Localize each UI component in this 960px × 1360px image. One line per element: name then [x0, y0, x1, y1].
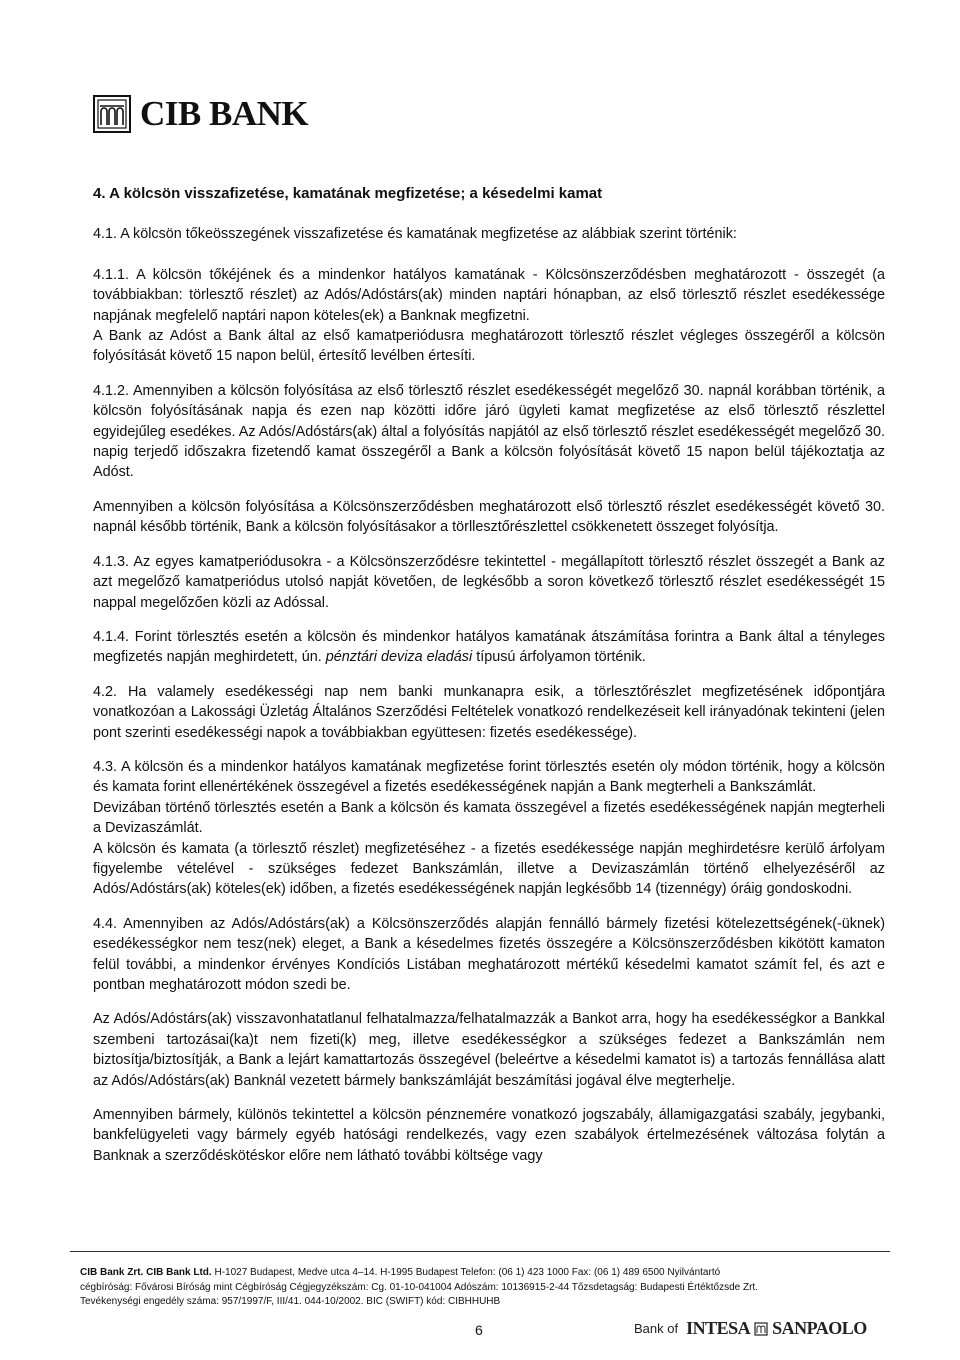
sanpaolo-label: SANPAOLO — [772, 1318, 867, 1338]
paragraph-4-1-4-text: 4.1.4. Forint törlesztés esetén a kölcsön és mindenkor hatályos kamatának átszámítása forintra a Bank által a tényleges megfizetés napján meghirdetett, ún. — [93, 628, 885, 666]
logo-text: CIB BANK — [140, 94, 309, 133]
section-title: 4. A kölcsön visszafizetése, kamatának megfizetése; a késedelmi kamat — [93, 185, 603, 202]
paragraph-4-4-authorization: Az Adós/Adóstárs(ak) visszavonhatatlanul felhatalmazza/felhatalmazzák a Bankot arra, hogy ha esedékességkor a Bankkal szembeni tartozásai(ka)t nem fizeti(k) meg, illetve esedékességkor a szükséges fedezet a Bankszámlán nem biztosítja/biztosítják, a Bank a lejárt kamattartozás összegével (beleértve a késedelmi kamatot is) a tartozás fennállása alatt az Adós/Adóstárs(ak) Banknál vezetett bármely bankszámláját beszámítási jogával élve megterhelje. — [93, 1011, 885, 1089]
section-intro: 4.1. A kölcsön tőkeösszegének visszafizetése és kamatának megfizetése az alábbiak szerint történik: — [93, 226, 737, 243]
intesa-label: INTESA — [686, 1318, 751, 1338]
footer-line-1 — [80, 1266, 890, 1281]
cib-bank-logo — [93, 95, 308, 133]
page-number: 6 — [475, 1322, 483, 1338]
footer-line-2: cégbíróság: Fővárosi Bíróság mint Cégbíróság Cégjegyzékszám: Cg. 01-10-041004 Adószám: 10136915-2-44 Tőzsdetagság: Budapesti Értéktőzsde Zrt. — [80, 1281, 758, 1293]
paragraph-4-3-cover: A kölcsön és kamata (a törlesztő részlet) megfizetéséhez - a fizetés esedékessége napján meghirdetésre kerülő árfolyam figyelembe vételével - szükséges fedezet Bankszámlán, illetve a Devizaszámlán történő elhelyezéséről az Adós/Adóstárs(ak) köteles(ek) időben, a fizetés esedékességének napján legkésőbb 14 (tizennégy) óráig gondoskodni. — [93, 840, 885, 898]
footer-divider — [70, 1251, 890, 1252]
paragraph-4-4-costs: Amennyiben bármely, különös tekintettel a kölcsön pénznemére vonatkozó jogszabály, államigazgatási szabály, jegybanki, bankfelügyeleti vagy bármely egyéb hatósági rendelkezés, vagy ezen szabályok értelmezésének változása folytán a Banknak a szerződéskötéskor előre nem látható további költsége vagy — [93, 1107, 885, 1164]
footer-legal — [80, 1266, 890, 1310]
intesa-mark-icon — [754, 1322, 768, 1336]
paragraph-4-1-1-notice: A Bank az Adóst a Bank által az első kamatperiódusra meghatározott törlesztő részlet végleges összegéről a kölcsön folyósítását követő 15 napon belül, értesítő levélben értesíti. — [93, 328, 885, 365]
paragraph-4-1-3: 4.1.3. Az egyes kamatperiódusokra - a Kölcsönszerződésre tekintettel - megállapított törlesztő részlet összegét a Bank az azt megelőző kamatperiódus utolsó napját követően, de legkésőbb a soron következő törlesztő részlet esedékességét 15 nappal megelőzően közli az Adóssal. — [93, 553, 885, 611]
footer-line-3: Tevékenységi engedély száma: 957/1997/F, III/41. 044-10/2002. BIC (SWIFT) kód: CIBHHUHB — [80, 1296, 501, 1307]
paragraph-4-2: 4.2. Ha valamely esedékességi nap nem banki munkanapra esik, a törlesztőrészlet megfizetésének időpontjára vonatkozóan a Lakossági Üzletág Általános Szerződési Feltételek vonatkozó rendelkezéseit kell irányadónak tekinteni (jelen pont szerinti esedékességi napok a továbbiakban együttesen: fizetés esedékessége). — [93, 683, 885, 741]
paragraph-4-1-4 — [93, 627, 885, 668]
paragraph-4-1-2-late: Amennyiben a kölcsön folyósítása a Kölcsönszerződésben meghatározott első törlesztő részlet esedékességét követő 30. napnál később történik, Bank a kölcsön folyósításakor a törllesztőrészlettel csökkenetett összeget folyósítja. — [93, 498, 885, 536]
paragraph-4-1-4-emphasis: pénztári deviza eladási — [325, 649, 473, 666]
paragraph-4-3-foreign: Devizában történő törlesztés esetén a Bank a kölcsön és kamata összegével a fizetés esedékességének napján megterheli a Devizaszámlát. — [93, 799, 885, 837]
paragraph-4-1-4-end: típusú árfolyamon történik. — [472, 649, 646, 666]
paragraph-4-4: 4.4. Amennyiben az Adós/Adóstárs(ak) a Kölcsönszerződés alapján fennálló bármely fizetési kötelezettségének(-üknek) esedékességkor nem tesz(nek) eleget, a Bank a késedelmes fizetés összegére a Kölcsönszerződésben kikötött kamaton felül további, a mindenkor érvényes Kondíciós Listában meghatározott mértékű késedelmi kamatot számít fel, és azt e pontban meghatározott módon szedi be. — [93, 915, 885, 993]
paragraph-4-3: 4.3. A kölcsön és a mindenkor hatályos kamatának megfizetése forint törlesztés esetén oly módon történik, hogy a kölcsön és kamata forint ellenértékének összegével a fizetés esedékességének napján a Bank megterheli a Bankszámlát. — [93, 758, 885, 796]
intesa-sanpaolo-logo — [634, 1318, 867, 1339]
footer-address: H-1027 Budapest, Medve utca 4–14. H-1995 Budapest Telefon: (06 1) 423 1000 Fax: (06 1) 489 6500 Nyilvántartó — [211, 1267, 721, 1278]
cib-logo-mark-icon — [93, 95, 131, 133]
footer-company: CIB Bank Zrt. CIB Bank Ltd. — [80, 1267, 212, 1278]
paragraph-4-1-1: 4.1.1. A kölcsön tőkéjének és a mindenkor hatályos kamatának - Kölcsönszerződésben meghatározott - összegét (a továbbiakban: törlesztő részlet) az Adós/Adóstárs(ak) minden naptári hónapban, az első törlesztő részlet esedékessége napjának megfelelő naptári napon köteles(ek) a Banknak megfizetni. — [93, 266, 885, 324]
document-body — [93, 184, 885, 1166]
paragraph-4-1-2: 4.1.2. Amennyiben a kölcsön folyósítása az első törlesztő részlet esedékességét megelőző 30. napnál korábban történik, a kölcsön folyósításának napja és ezen nap közötti időre járó ügyleti kamat megfizetése az első törlesztő részlettel egyidejűleg esedékes. Az Adós/Adóstárs(ak) által a folyósítás napjától az első törlesztő részlet esedékességét megelőző 30. napig terjedő időszakra fizetendő kamat összegéről a Bank a kölcsön folyósítását követő 15 napon belül tájékoztatja az Adóst. — [93, 382, 885, 481]
bank-of-label: Bank of — [634, 1321, 679, 1336]
